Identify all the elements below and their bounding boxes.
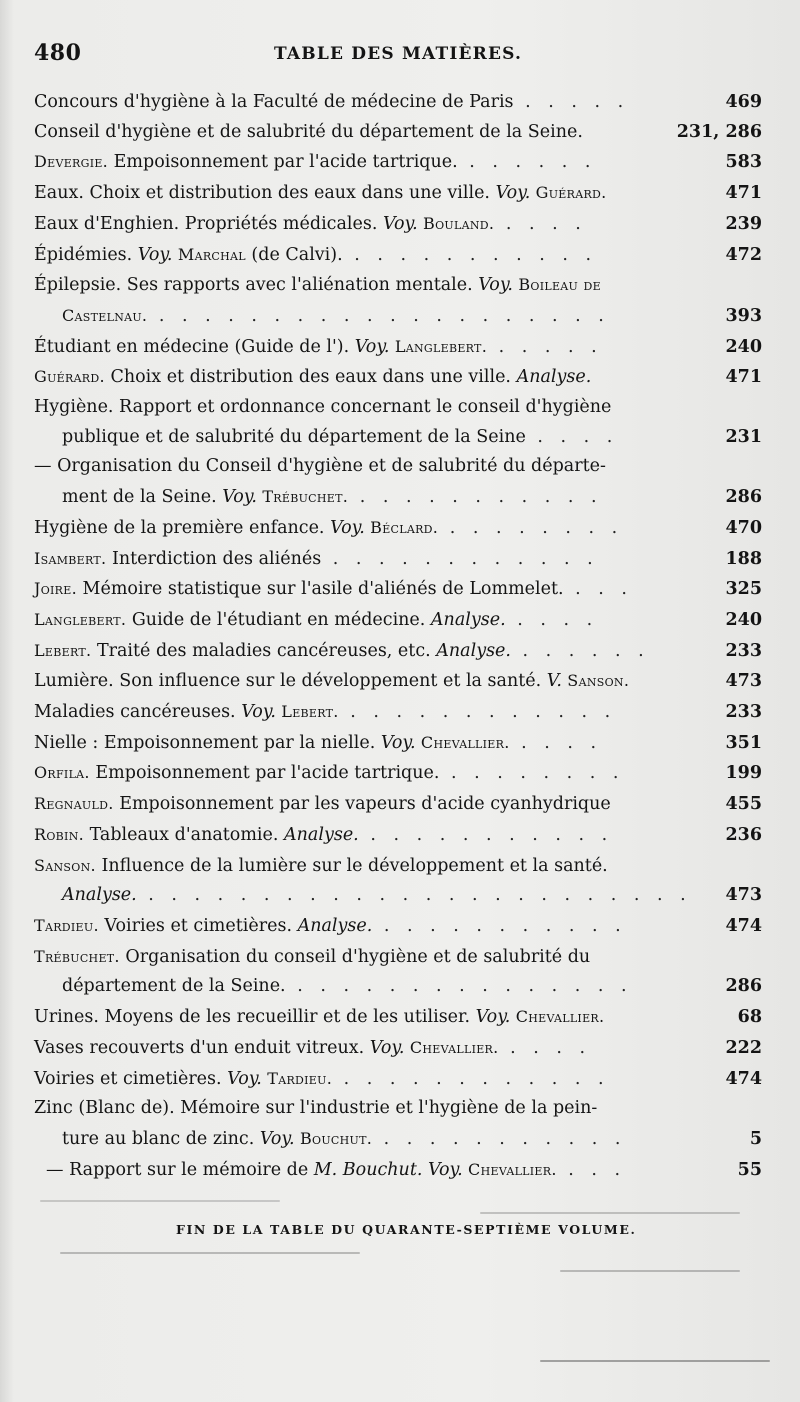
leader-dots: . . . . . . . . . . . . bbox=[338, 702, 617, 723]
page-reference: 231 bbox=[725, 426, 762, 447]
page-reference: 222 bbox=[725, 1037, 762, 1058]
index-entry bbox=[34, 820, 762, 851]
author-name: Castelnau. bbox=[62, 305, 148, 325]
author-name: Joire. bbox=[34, 579, 77, 599]
author-name: Béclard. bbox=[364, 517, 439, 537]
entry-text: Voiries et cimetières. bbox=[34, 1068, 228, 1089]
leader-dots: . . . . . . . . . . . . . . . bbox=[285, 976, 633, 997]
leader-dots: . . . bbox=[563, 579, 633, 600]
index-entry bbox=[34, 666, 762, 697]
author-name: Bouland. bbox=[417, 213, 495, 233]
italic-text: Analyse. bbox=[430, 609, 506, 630]
leader-dots: . . . . bbox=[494, 213, 587, 234]
page-reference: 474 bbox=[725, 915, 762, 936]
entry-text: Empoisonnement par l'acide tartrique. bbox=[89, 763, 440, 784]
index-entry-continuation bbox=[34, 881, 762, 911]
leader-dots: . . . . bbox=[525, 426, 619, 447]
entry-text: Épidémies. bbox=[34, 244, 138, 265]
index-entry bbox=[34, 118, 762, 148]
italic-text: Voy. bbox=[478, 275, 513, 296]
italic-text: Voy. bbox=[227, 1068, 262, 1089]
index-entry bbox=[34, 178, 762, 209]
page-reference: 325 bbox=[725, 579, 762, 600]
italic-text: Voy. bbox=[369, 1037, 405, 1058]
leader-dots: . . . . . . . . bbox=[438, 517, 624, 538]
author-name: Isambert. bbox=[34, 548, 107, 568]
author-name: Boileau de bbox=[512, 275, 601, 295]
leader-dots: . . . . . . . . . . . . bbox=[332, 1068, 610, 1089]
index-entry bbox=[34, 544, 762, 575]
page-reference: 55 bbox=[737, 1159, 762, 1180]
entry-text: publique et de salubrité du département de la Seine bbox=[62, 426, 526, 447]
page-reference: 231, 286 bbox=[676, 121, 762, 142]
entry-text: Lumière. Son influence sur le développement et la santé. bbox=[34, 671, 547, 692]
entry-text: Choix et distribution des eaux dans une ville. bbox=[104, 367, 517, 388]
index-entry bbox=[34, 636, 762, 667]
page-reference: 286 bbox=[725, 487, 762, 508]
entry-text: Étudiant en médecine (Guide de l'). bbox=[34, 336, 355, 357]
italic-text: Voy. bbox=[382, 213, 418, 234]
entry-text: Hygiène. Rapport et ordonnance concernant le conseil d'hygiène bbox=[34, 397, 612, 418]
leader-dots: . . . . . . . . bbox=[439, 763, 625, 784]
leader-dots: . . . . . . . . . . . bbox=[348, 487, 603, 508]
entry-text: Tableaux d'anatomie. bbox=[84, 824, 285, 845]
leader-dots: . . . . . bbox=[513, 92, 630, 112]
leader-dots: . . . . . . . . . . . . . . . . . . . . bbox=[147, 305, 610, 326]
author-name: Chevallier. bbox=[415, 732, 510, 752]
page-reference: 236 bbox=[725, 824, 762, 845]
author-name: Robin. bbox=[34, 824, 85, 844]
entry-text: Épilepsie. Ses rapports avec l'aliénation mentale. bbox=[34, 275, 479, 296]
leader-dots: . . . . . . . . . . . . bbox=[321, 548, 599, 569]
index-entry-continuation bbox=[34, 423, 762, 453]
page-reference: 474 bbox=[725, 1068, 762, 1089]
entry-text: Organisation du conseil d'hygiène et de salubrité du bbox=[119, 946, 591, 967]
author-name: Chevallier. bbox=[462, 1159, 557, 1179]
index-entry bbox=[34, 758, 762, 789]
italic-text: Analyse. bbox=[297, 915, 373, 936]
page-reference: 473 bbox=[725, 885, 762, 906]
leader-dots: . . . . . . . . . . . bbox=[372, 915, 627, 936]
leader-dots: . . . . . . . . . . . . . . . . . . . . . . . . bbox=[136, 885, 692, 906]
page-reference: 455 bbox=[725, 794, 762, 815]
index-entry bbox=[34, 728, 762, 759]
print-smudge bbox=[60, 1252, 360, 1254]
author-name: Tardieu. bbox=[261, 1068, 333, 1088]
italic-text: Voy. bbox=[475, 1007, 511, 1028]
page-reference: 469 bbox=[725, 92, 762, 112]
author-name: Lebert. bbox=[275, 702, 339, 722]
leader-dots: . . . . bbox=[505, 609, 599, 630]
entry-text: Vases recouverts d'un enduit vitreux. bbox=[34, 1037, 370, 1058]
index-entry-continuation bbox=[34, 1124, 762, 1155]
author-name: Sanson. bbox=[34, 855, 96, 875]
italic-text: Voy. bbox=[259, 1128, 295, 1149]
index-entry bbox=[34, 270, 762, 301]
index-entry-continuation bbox=[34, 482, 762, 513]
print-smudge bbox=[560, 1270, 740, 1272]
entry-text: Eaux. Choix et distribution des eaux dans une ville. bbox=[34, 183, 496, 204]
author-name: Lebert. bbox=[34, 640, 92, 660]
italic-text: Voy. bbox=[330, 517, 365, 538]
author-name: Langlebert. bbox=[389, 336, 488, 356]
leader-dots: . . . . . bbox=[487, 336, 603, 357]
entry-text: Zinc (Blanc de). Mémoire sur l'industrie et l'hygiène de la pein- bbox=[34, 1098, 598, 1119]
index-entry bbox=[34, 1155, 762, 1186]
index-entry bbox=[34, 911, 762, 942]
italic-text: Voy. bbox=[380, 732, 416, 753]
leader-dots: . . . . bbox=[498, 1037, 592, 1058]
entry-text: ture au blanc de zinc. bbox=[62, 1128, 260, 1149]
page-reference: 233 bbox=[725, 702, 762, 723]
page-reference: 199 bbox=[725, 763, 762, 784]
index-entry-continuation bbox=[34, 301, 762, 332]
page-number: 480 bbox=[34, 40, 82, 66]
entry-text: Hygiène de la première enfance. bbox=[34, 517, 331, 538]
index-entry bbox=[34, 88, 762, 118]
entry-text: Interdiction des aliénés bbox=[106, 548, 322, 569]
index-entry bbox=[34, 1002, 762, 1033]
end-note: FIN DE LA TABLE DU QUARANTE-SEPTIÈME VOLUME. bbox=[176, 1222, 637, 1237]
print-smudge bbox=[540, 1360, 770, 1362]
entry-text: Urines. Moyens de les recueillir et de les utiliser. bbox=[34, 1007, 476, 1028]
index-entry bbox=[34, 942, 762, 973]
author-name: Bouchut. bbox=[294, 1128, 373, 1148]
author-name: Trébuchet. bbox=[34, 946, 120, 966]
index-entry bbox=[34, 452, 762, 482]
index-entry bbox=[34, 851, 762, 882]
page-reference: 471 bbox=[725, 367, 762, 388]
page-reference: 393 bbox=[725, 305, 762, 326]
index-entry bbox=[34, 574, 762, 605]
entry-text: ment de la Seine. bbox=[62, 487, 223, 508]
entry-text: Voiries et cimetières. bbox=[98, 915, 298, 936]
author-name: Chevallier. bbox=[404, 1037, 499, 1057]
page-reference: 240 bbox=[725, 336, 762, 357]
italic-text: Voy. bbox=[241, 702, 276, 723]
entry-text: Nielle : Empoisonnement par la nielle. bbox=[34, 732, 381, 753]
running-title: TABLE DES MATIÈRES. bbox=[274, 44, 523, 64]
italic-text: Voy. bbox=[495, 183, 531, 204]
page-reference: 239 bbox=[725, 213, 762, 234]
author-name: Guérard. bbox=[530, 183, 607, 203]
leader-dots: . . . . . . . . . . . bbox=[358, 824, 614, 845]
italic-text: Analyse. bbox=[516, 367, 592, 388]
italic-text: M. Bouchut. Voy. bbox=[313, 1159, 463, 1180]
index-entry bbox=[34, 697, 762, 728]
page-reference: 5 bbox=[749, 1128, 762, 1149]
author-name: Guérard. bbox=[34, 367, 105, 387]
index-entry bbox=[34, 513, 762, 544]
entry-text: Traité des maladies cancéreuses, etc. bbox=[91, 640, 437, 661]
leader-dots: . . . . . . . . . . . bbox=[372, 1128, 627, 1149]
author-name: Chevallier. bbox=[510, 1007, 605, 1027]
entry-text: Guide de l'étudiant en médecine. bbox=[126, 609, 431, 630]
italic-text: Voy. bbox=[222, 487, 257, 508]
entry-text: Conseil d'hygiène et de salubrité du département de la Seine. bbox=[34, 121, 583, 142]
print-smudge bbox=[40, 1200, 280, 1202]
index-entry bbox=[34, 393, 762, 423]
index-entry-continuation bbox=[34, 972, 762, 1002]
entry-text: Concours d'hygiène à la Faculté de médecine de Paris bbox=[34, 92, 514, 112]
italic-text: Voy. bbox=[354, 336, 390, 357]
index-entry bbox=[34, 240, 762, 271]
index-entry bbox=[34, 209, 762, 240]
page-reference: 472 bbox=[725, 244, 762, 265]
author-name: Sanson. bbox=[561, 671, 630, 691]
author-name: Marchal bbox=[172, 244, 246, 264]
author-name: Devergie. bbox=[34, 152, 109, 172]
italic-text: Analyse. bbox=[284, 824, 359, 845]
italic-text: Voy. bbox=[137, 244, 173, 265]
page-reference: 473 bbox=[725, 671, 762, 692]
entry-text: — Organisation du Conseil d'hygiène et de salubrité du départe- bbox=[34, 456, 606, 477]
page-header bbox=[34, 40, 764, 76]
index-entry bbox=[34, 147, 762, 178]
entry-text: Mémoire statistique sur l'asile d'aliénés de Lommelet. bbox=[76, 579, 564, 600]
italic-text: V. bbox=[546, 671, 562, 692]
author-name: Orfila. bbox=[34, 763, 90, 783]
author-name: Regnauld. bbox=[34, 794, 114, 814]
leader-dots: . . . . . . bbox=[457, 152, 597, 173]
entry-text: Empoisonnement par l'acide tartrique. bbox=[108, 152, 458, 173]
page-reference: 68 bbox=[737, 1007, 762, 1028]
italic-text: Analyse. bbox=[436, 640, 511, 661]
index-entry bbox=[34, 1064, 762, 1095]
index-entry bbox=[34, 332, 762, 363]
page-reference: 583 bbox=[725, 152, 762, 173]
index-entries bbox=[34, 88, 762, 1185]
page-reference: 471 bbox=[725, 183, 762, 204]
index-entry bbox=[34, 362, 762, 393]
entry-text: Empoisonnement par les vapeurs d'acide cyanhydrique bbox=[113, 794, 611, 815]
page-reference: 188 bbox=[725, 548, 762, 569]
page-reference: 351 bbox=[725, 732, 762, 753]
page-reference: 286 bbox=[725, 976, 762, 997]
index-entry bbox=[34, 605, 762, 636]
index-entry bbox=[34, 789, 762, 820]
leader-dots: . . . bbox=[556, 1159, 627, 1180]
author-name: Trébuchet. bbox=[256, 487, 349, 507]
page-reference: 240 bbox=[725, 609, 762, 630]
print-smudge bbox=[480, 1212, 740, 1214]
leader-dots: . . . . bbox=[509, 732, 603, 753]
index-entry bbox=[34, 1033, 762, 1064]
leader-dots: . . . . . . . . . . . bbox=[342, 244, 598, 265]
author-name: Tardieu. bbox=[34, 915, 99, 935]
index-entry bbox=[34, 1094, 762, 1124]
entry-text: — Rapport sur le mémoire de bbox=[46, 1159, 314, 1180]
entry-text: Influence de la lumière sur le développement et la santé. bbox=[95, 855, 608, 876]
italic-text: Analyse. bbox=[62, 885, 137, 906]
page-reference: 233 bbox=[725, 640, 762, 661]
entry-text: département de la Seine. bbox=[62, 976, 286, 997]
entry-text: (de Calvi). bbox=[245, 244, 343, 265]
author-name: Langlebert. bbox=[34, 609, 127, 629]
page-reference: 470 bbox=[725, 517, 762, 538]
entry-text: Eaux d'Enghien. Propriétés médicales. bbox=[34, 213, 383, 234]
leader-dots: . . . . . . bbox=[510, 640, 650, 661]
entry-text: Maladies cancéreuses. bbox=[34, 702, 242, 723]
